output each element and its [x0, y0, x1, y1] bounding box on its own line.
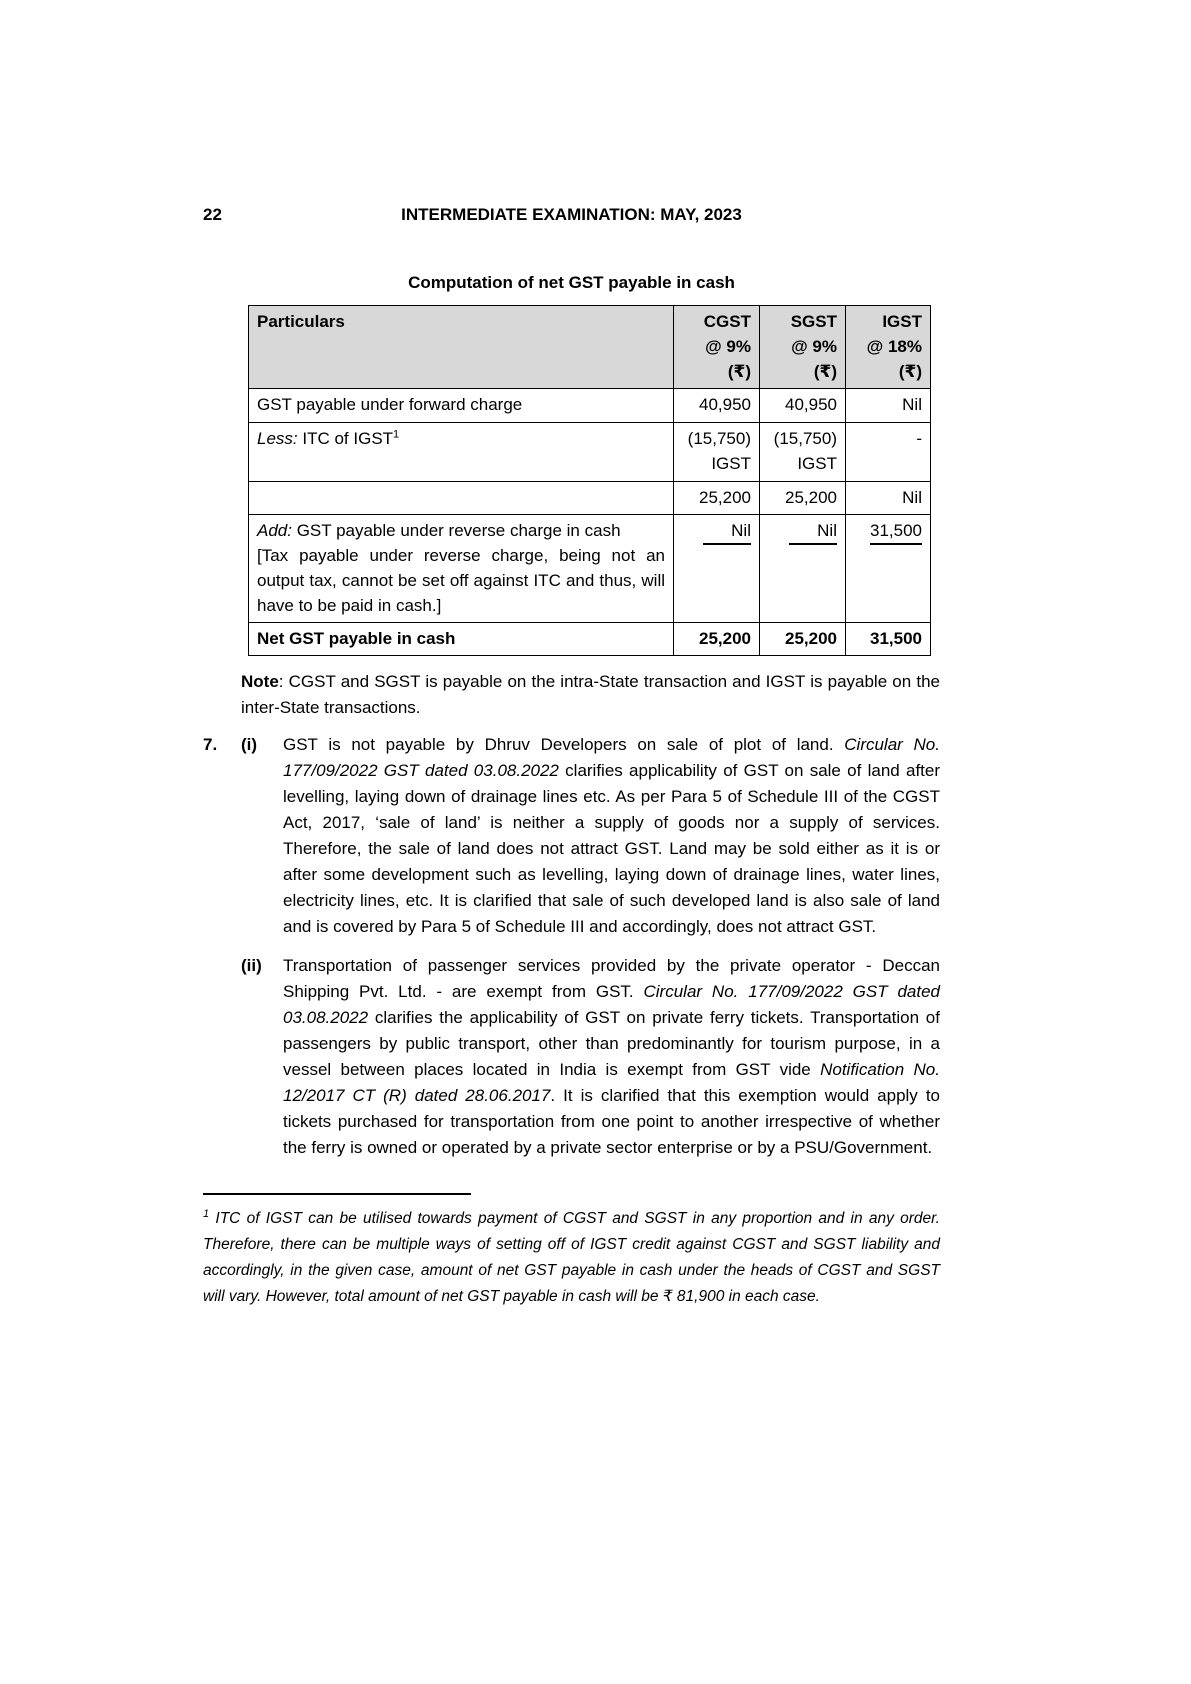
- item-7-number: 7.: [203, 735, 218, 754]
- subtotal-label-empty: [249, 482, 674, 515]
- note-paragraph: [241, 669, 940, 721]
- gst-computation-table: [248, 305, 931, 656]
- item-7ii-label: (ii): [241, 956, 262, 975]
- sgst-header-line2: @ 9%: [791, 337, 837, 356]
- less-itc-sgst-amount: (15,750): [773, 429, 837, 448]
- item-7-part-ii: [203, 953, 940, 1161]
- net-total-label: Net GST payable in cash: [249, 623, 674, 656]
- item-7i-circular-reference: Circular No. 177/09/2022 GST dated 03.08.2022: [283, 735, 940, 780]
- igst-header-line3: (₹): [898, 362, 922, 381]
- header-title: INTERMEDIATE EXAMINATION: MAY, 2023: [401, 205, 742, 224]
- item-7ii-seg1: Transportation of passenger services provided by the private operator - Deccan Shipping Pvt. Ltd. - are exempt from GST.: [283, 956, 940, 1001]
- net-total-cgst: 25,200: [674, 623, 760, 656]
- footnote-section: [203, 1193, 940, 1310]
- item-7i-label: (i): [241, 735, 258, 754]
- item-7-part-i: [203, 732, 940, 940]
- reverse-charge-igst: [846, 515, 931, 623]
- less-itc-sgst: [760, 423, 846, 482]
- reverse-charge-sgst-value: Nil: [789, 518, 837, 545]
- item-7ii-notification-reference: Notification No. 12/2017 CT (R) dated 28.06.2017: [283, 1060, 940, 1105]
- reverse-charge-label-cell: [249, 515, 674, 623]
- row-net-total: [249, 623, 931, 656]
- reverse-charge-label: [257, 518, 665, 543]
- item-7i-seg1: GST is not payable by Dhruv Developers on sale of plot of land.: [283, 735, 845, 754]
- item-7i-seg3: clarifies applicability of GST on sale of land after levelling, laying down of drainage lines etc. As per Para 5 of Schedule III of the CGST Act, 2017, ‘sale of land’ is neither a supply of goods nor a supply of services. Therefore, the sale of land does not attract GST. Land may be sold either as it is or after some development such as levelling, laying down of drainage lines, water lines, electricity lines, etc. It is clarified that sale of such developed land is also sale of land and is covered by Para 5 of Schedule III and accordingly, does not attract GST.: [283, 761, 941, 936]
- column-header-particulars: Particulars: [249, 306, 674, 389]
- sgst-header-line3: (₹): [813, 362, 837, 381]
- reverse-charge-prefix: Add:: [257, 521, 292, 540]
- item-7i-paragraph: [283, 732, 940, 940]
- column-header-cgst: [674, 306, 760, 389]
- cgst-header-line2: @ 9%: [705, 337, 751, 356]
- reverse-charge-note: [Tax payable under reverse charge, being not an output tax, cannot be set off against ITC and thus, will have to be paid in cash.]: [257, 546, 665, 615]
- page-header: [203, 202, 940, 226]
- item-7ii-seg5: . It is clarified that this exemption would apply to tickets purchased for transportation from one point to another irrespective of whether the ferry is owned or operated by a private sector enterprise or by a PSU/Government.: [283, 1086, 940, 1157]
- item-7ii-seg3: clarifies the applicability of GST on private ferry tickets. Transportation of passengers by public transport, other than predominantly for tourism purpose, in a vessel between places located in India is exempt from GST vide: [283, 1008, 940, 1079]
- less-itc-igst: -: [846, 423, 931, 482]
- less-itc-text: ITC of IGST: [297, 429, 394, 448]
- forward-charge-cgst: 40,950: [674, 389, 760, 423]
- row-less-itc: [249, 423, 931, 482]
- footnote-divider: [203, 1193, 471, 1195]
- table-header-row: [249, 306, 931, 389]
- footnote-text: [203, 1206, 940, 1310]
- reverse-charge-text: GST payable under reverse charge in cash: [291, 521, 621, 540]
- page-number: 22: [203, 205, 222, 224]
- footnote-number: 1: [203, 1207, 210, 1220]
- page-content: [203, 202, 940, 1310]
- note-prefix: Note: [241, 672, 279, 691]
- net-total-sgst: 25,200: [760, 623, 846, 656]
- column-header-igst: [846, 306, 931, 389]
- row-reverse-charge: [249, 515, 931, 623]
- forward-charge-sgst: 40,950: [760, 389, 846, 423]
- net-total-igst: 31,500: [846, 623, 931, 656]
- row-subtotal: [249, 482, 931, 515]
- less-itc-cgst: [674, 423, 760, 482]
- subtotal-sgst: 25,200: [760, 482, 846, 515]
- footnote-body: ITC of IGST can be utilised towards payment of CGST and SGST in any proportion and in any order. Therefore, there can be multiple ways of setting off of IGST credit against CGST and SGST liability and accordingly, in the given case, amount of net GST payable in cash under the heads of CGST and SGST will vary. However, total amount of net GST payable in cash will be ₹ 81,900 in each case.: [203, 1210, 940, 1305]
- less-itc-label: [249, 423, 674, 482]
- note-text: : CGST and SGST is payable on the intra-State transaction and IGST is payable on the inter-State transactions.: [241, 672, 940, 717]
- reverse-charge-cgst: [674, 515, 760, 623]
- cgst-header-line1: CGST: [703, 312, 751, 331]
- item-7ii-circular-reference: Circular No. 177/09/2022 GST dated 03.08.2022: [283, 982, 941, 1027]
- igst-header-line2: @ 18%: [866, 337, 922, 356]
- reverse-charge-cgst-value: Nil: [703, 518, 751, 545]
- row-forward-charge: [249, 389, 931, 423]
- sgst-header-line1: SGST: [790, 312, 837, 331]
- subtotal-cgst: 25,200: [674, 482, 760, 515]
- less-itc-cgst-amount: (15,750): [687, 429, 751, 448]
- subtotal-igst: Nil: [846, 482, 931, 515]
- column-header-sgst: [760, 306, 846, 389]
- reverse-charge-sgst: [760, 515, 846, 623]
- less-itc-prefix: Less:: [257, 429, 298, 448]
- forward-charge-igst: Nil: [846, 389, 931, 423]
- less-itc-sgst-sub: IGST: [797, 454, 837, 473]
- reverse-charge-igst-value: 31,500: [870, 518, 922, 545]
- footnote-reference-marker: 1: [393, 428, 400, 441]
- item-7ii-paragraph: [283, 953, 940, 1161]
- table-title: Computation of net GST payable in cash: [408, 273, 735, 292]
- cgst-header-line3: (₹): [727, 362, 751, 381]
- less-itc-cgst-sub: IGST: [711, 454, 751, 473]
- igst-header-line1: IGST: [882, 312, 922, 331]
- forward-charge-label: GST payable under forward charge: [249, 389, 674, 423]
